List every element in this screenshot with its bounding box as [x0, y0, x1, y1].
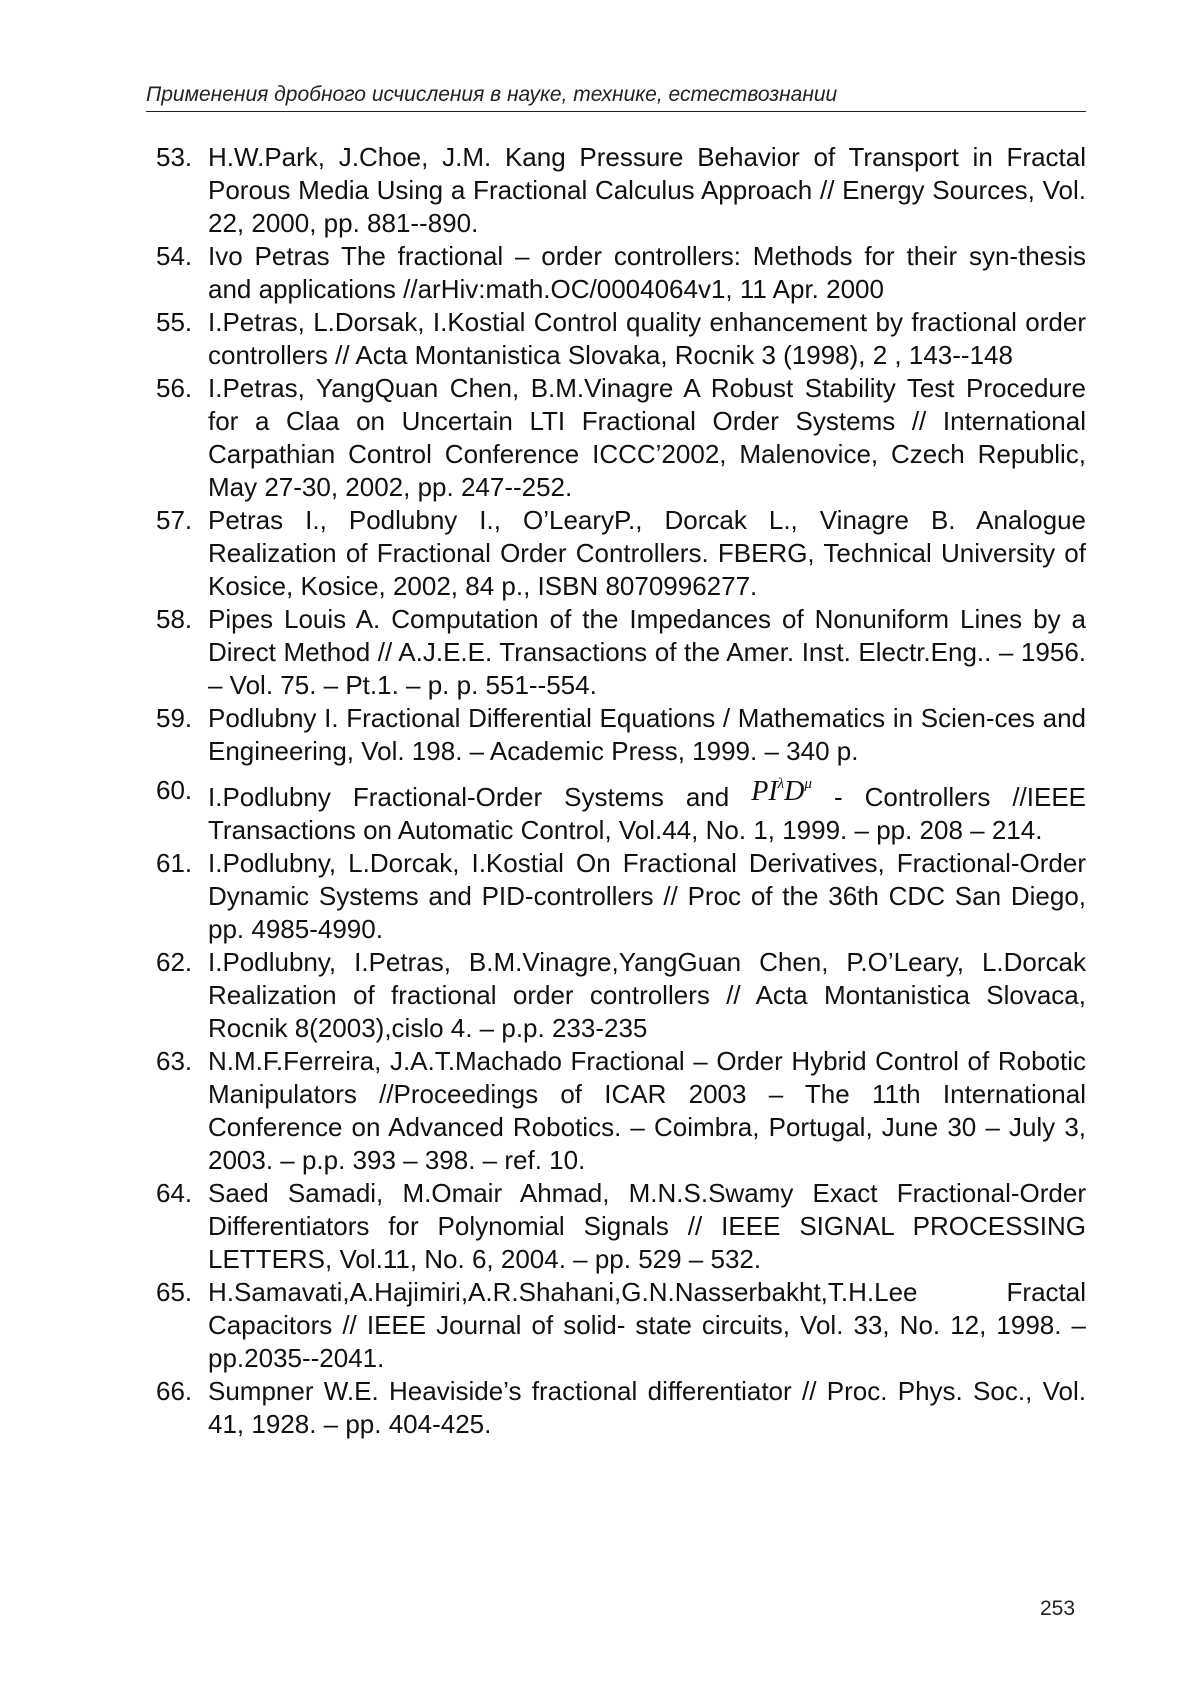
reference-number: 62. — [156, 947, 193, 977]
reference-item-62 — [146, 946, 1086, 1045]
reference-item-57 — [146, 504, 1086, 603]
reference-number: 53. — [156, 142, 193, 172]
reference-item-60 — [146, 774, 1086, 847]
reference-item-66 — [146, 1375, 1086, 1441]
reference-text-after-formula: - Controllers //IEEE Transactions on Automatic Control, Vol.44, No. 1, 1999. – pp. 208 – 214. — [208, 782, 1087, 845]
reference-item-54 — [146, 240, 1086, 306]
formula-d: D — [784, 776, 805, 807]
reference-number: 54. — [156, 241, 193, 271]
reference-number: 66. — [156, 1376, 193, 1406]
reference-text: Sumpner W.E. Heaviside’s fractional differentiator // Proc. Phys. Soc., Vol. 41, 1928. – pp. 404-425. — [208, 1376, 1086, 1439]
reference-text: H.Samavati,A.Hajimiri,A.R.Shahani,G.N.Nasserbakht,T.H.Lee Fractal Capacitors // IEEE Journal of solid- state circuits, Vol. 33, No. 12, 1998. – pp.2035--2041. — [208, 1277, 1086, 1373]
reference-number: 58. — [156, 604, 193, 634]
formula-lambda: λ — [777, 776, 785, 792]
reference-number: 61. — [156, 848, 193, 878]
reference-number: 57. — [156, 505, 193, 535]
reference-item-63 — [146, 1045, 1086, 1177]
reference-text: Ivo Petras The fractional – order controllers: Methods for their syn-thesis and applications //arHiv:math.OC/0004064v1, 11 Apr. 2000 — [208, 241, 1086, 304]
reference-text: Pipes Louis A. Computation of the Impedances of Nonuniform Lines by a Direct Method // A.J.E.E. Transactions of the Amer. Inst. Electr.Eng.. – 1956. – Vol. 75. – Pt.1. – p. p. 551--554. — [208, 604, 1086, 700]
reference-item-55 — [146, 306, 1086, 372]
reference-text: Petras I., Podlubny I., O’LearyP., Dorcak L., Vinagre B. Analogue Realization of Fractional Order Controllers. FBERG, Technical University of Kosice, Kosice, 2002, 84 p., ISBN 8070996277. — [208, 505, 1086, 601]
reference-item-53 — [146, 141, 1086, 240]
reference-text: N.M.F.Ferreira, J.A.T.Machado Fractional – Order Hybrid Control of Robotic Manipulators //Proceedings of ICAR 2003 – The 11th International Conference on Advanced Robotics. – Coimbra, Portugal, June 30 – July 3, 2003. – p.p. 393 – 398. – ref. 10. — [208, 1046, 1086, 1175]
formula-mu: μ — [804, 776, 812, 792]
reference-item-61 — [146, 847, 1086, 946]
reference-number: 64. — [156, 1178, 193, 1208]
reference-item-59 — [146, 702, 1086, 768]
reference-text: I.Podlubny, I.Petras, B.M.Vinagre,YangGuan Chen, P.O’Leary, L.Dorcak Realization of fractional order controllers // Acta Montanistica Slovaca, Rocnik 8(2003),cislo 4. – p.p. 233-235 — [208, 947, 1086, 1043]
running-header: Применения дробного исчисления в науке, технике, естествознании — [146, 80, 1086, 112]
reference-text-before-formula: I.Podlubny Fractional-Order Systems and — [208, 782, 730, 812]
reference-text: H.W.Park, J.Choe, J.M. Kang Pressure Behavior of Transport in Fractal Porous Media Using a Fractional Calculus Approach // Energy Sources, Vol. 22, 2000, pp. 881--890. — [208, 142, 1086, 238]
reference-number: 63. — [156, 1046, 193, 1076]
reference-item-58 — [146, 603, 1086, 702]
reference-text — [208, 774, 1086, 847]
reference-text: Podlubny I. Fractional Differential Equations / Mathematics in Scien-ces and Engineering, Vol. 198. – Academic Press, 1999. – 340 p. — [208, 703, 1086, 766]
page-number: 253 — [1040, 1597, 1076, 1620]
reference-item-56 — [146, 372, 1086, 504]
reference-number: 55. — [156, 307, 193, 337]
reference-text: Saed Samadi, M.Omair Ahmad, M.N.S.Swamy Exact Fractional-Order Differentiators for Polynomial Signals // IEEE SIGNAL PROCESSING LETTERS, Vol.11, No. 6, 2004. – pp. 529 – 532. — [208, 1178, 1086, 1274]
reference-number: 65. — [156, 1277, 193, 1307]
reference-number: 60. — [156, 775, 193, 805]
reference-number: 56. — [156, 373, 193, 403]
reference-text: I.Petras, YangQuan Chen, B.M.Vinagre A Robust Stability Test Procedure for a Claa on Uncertain LTI Fractional Order Systems // International Carpathian Control Conference ICCC’2002, Malenovice, Czech Republic, May 27-30, 2002, pp. 247--252. — [208, 373, 1086, 502]
formula-pi: PI — [751, 776, 778, 807]
pi-lambda-d-mu-formula — [751, 776, 812, 807]
reference-list — [146, 141, 1086, 1441]
reference-text: I.Podlubny, L.Dorcak, I.Kostial On Fractional Derivatives, Fractional-Order Dynamic Systems and PID-controllers // Proc of the 36th CDC San Diego, pp. 4985-4990. — [208, 848, 1086, 944]
reference-item-65 — [146, 1276, 1086, 1375]
reference-number: 59. — [156, 703, 193, 733]
reference-text: I.Petras, L.Dorsak, I.Kostial Control quality enhancement by fractional order controllers // Acta Montanistica Slovaka, Rocnik 3 (1998), 2 , 143--148 — [208, 307, 1086, 370]
reference-item-64 — [146, 1177, 1086, 1276]
